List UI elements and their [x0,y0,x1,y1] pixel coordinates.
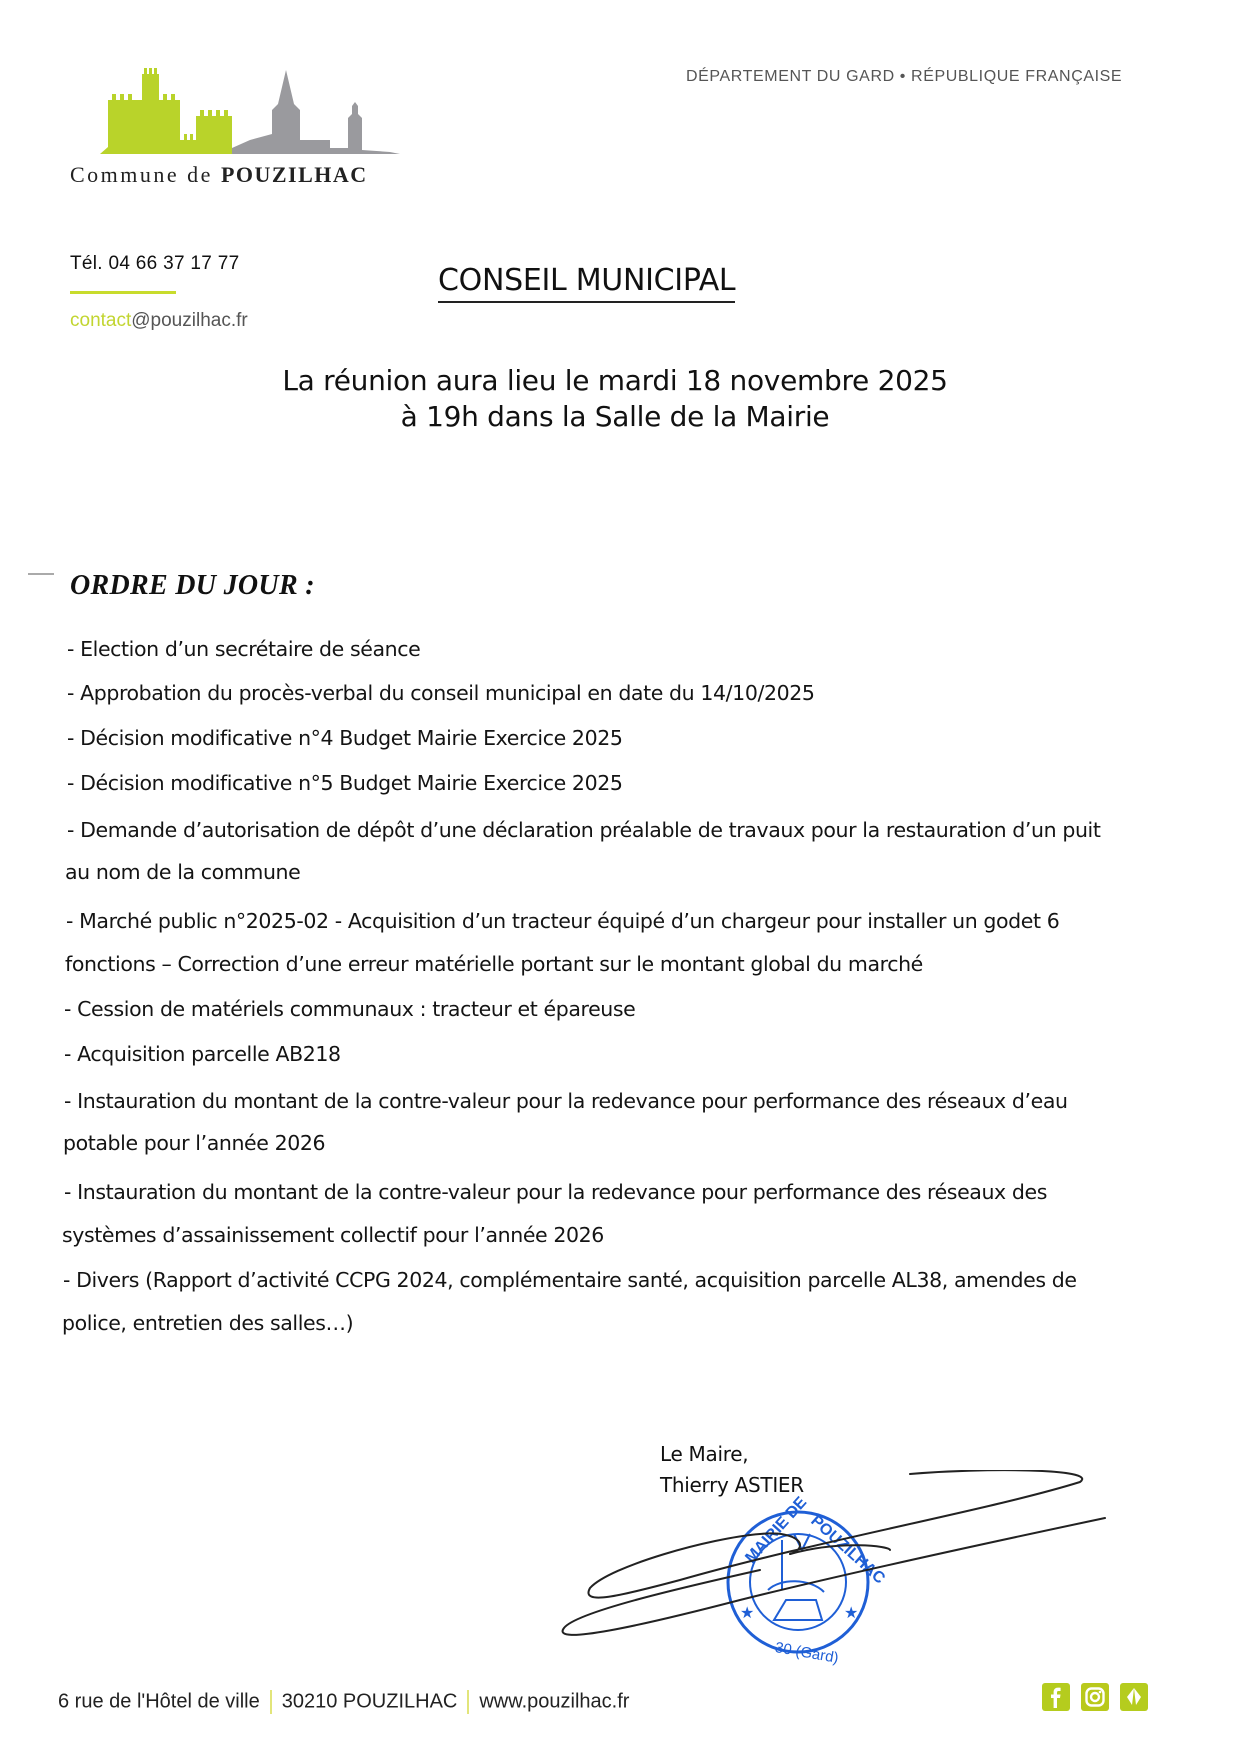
instagram-icon[interactable] [1081,1683,1109,1711]
agenda-item: - Instauration du montant de la contre-valeur pour la redevance pour performance des réseaux des [64,1180,1047,1204]
footer-city: 30210 POUZILHAC [281,1690,458,1713]
agenda-item: - Election d’un secrétaire de séance [67,637,421,661]
agenda-item: - Instauration du montant de la contre-valeur pour la redevance pour performance des réseaux d’eau [64,1089,1068,1113]
email-link[interactable] [70,310,248,332]
svg-text:★: ★ [844,1605,859,1622]
commune-title: POUZILHAC [220,162,368,187]
facebook-icon[interactable] [1042,1683,1070,1711]
meeting-info [200,363,1030,435]
svg-text:30 (Gard): 30 (Gard) [773,1639,840,1667]
commune-logo [100,62,400,160]
footer-separator [270,1690,272,1714]
commune-name [70,162,368,188]
page-title: CONSEIL MUNICIPAL [438,262,735,303]
meeting-place-line: à 19h dans la Salle de la Mairie [400,400,830,433]
signature-and-stamp [560,1470,1120,1670]
commune-prefix: Commune de [70,162,213,187]
agenda-item: - Approbation du procès-verbal du conseil municipal en date du 14/10/2025 [67,681,815,705]
official-stamp-icon [728,1494,888,1667]
footer-website-link[interactable]: www.pouzilhac.fr [479,1690,630,1713]
email-domain: @pouzilhac.fr [131,310,248,331]
margin-mark [28,573,54,575]
phone-number: Tél. 04 66 37 17 77 [70,253,240,274]
agenda-item-continuation: police, entretien des salles…) [62,1311,354,1335]
agenda-item: - Décision modificative n°5 Budget Mairie Exercice 2025 [67,771,623,795]
agenda-item: - Décision modificative n°4 Budget Mairie Exercice 2025 [67,726,623,750]
agenda-item-continuation: fonctions – Correction d’une erreur matérielle portant sur le montant global du marché [65,952,923,976]
meeting-date-line: La réunion aura lieu le mardi 18 novembre 2025 [282,364,948,397]
footer-contact [58,1690,629,1714]
contact-divider [70,291,176,294]
agenda-item-continuation: systèmes d’assainissement collectif pour l’année 2026 [62,1223,604,1247]
agenda-heading: ORDRE DU JOUR : [70,570,315,601]
svg-text:★: ★ [740,1605,755,1622]
svg-text:POUZILHAC: POUZILHAC [807,1512,889,1588]
email-prefix: contact [70,310,132,331]
handwritten-signature [563,1470,1105,1635]
agenda-item: - Marché public n°2025-02 - Acquisition d’un tracteur équipé d’un chargeur pour installer un godet 6 [66,909,1060,933]
agenda-item: - Acquisition parcelle AB218 [64,1042,341,1066]
svg-text:MAIRIE DE: MAIRIE DE [742,1493,811,1567]
signatory-name: Thierry ASTIER [660,1473,804,1497]
agenda-item-continuation: potable pour l’année 2026 [63,1131,326,1155]
footer-separator [467,1690,469,1714]
church-icon [232,70,400,154]
agenda-item: - Cession de matériels communaux : tracteur et épareuse [64,997,636,1021]
agenda-item-continuation: au nom de la commune [65,860,301,884]
footer-address: 6 rue de l'Hôtel de ville [58,1690,260,1713]
agenda-item: - Divers (Rapport d’activité CCPG 2024, complémentaire santé, acquisition parcelle AL38, amendes de [63,1268,1077,1292]
department-line: DÉPARTEMENT DU GARD • RÉPUBLIQUE FRANÇAISE [686,68,1123,85]
app-icon[interactable] [1120,1683,1148,1711]
agenda-item: - Demande d’autorisation de dépôt d’une déclaration préalable de travaux pour la restauration d’un puit [67,818,1101,842]
signatory-role: Le Maire, [660,1442,749,1466]
castle-icon [100,68,232,154]
